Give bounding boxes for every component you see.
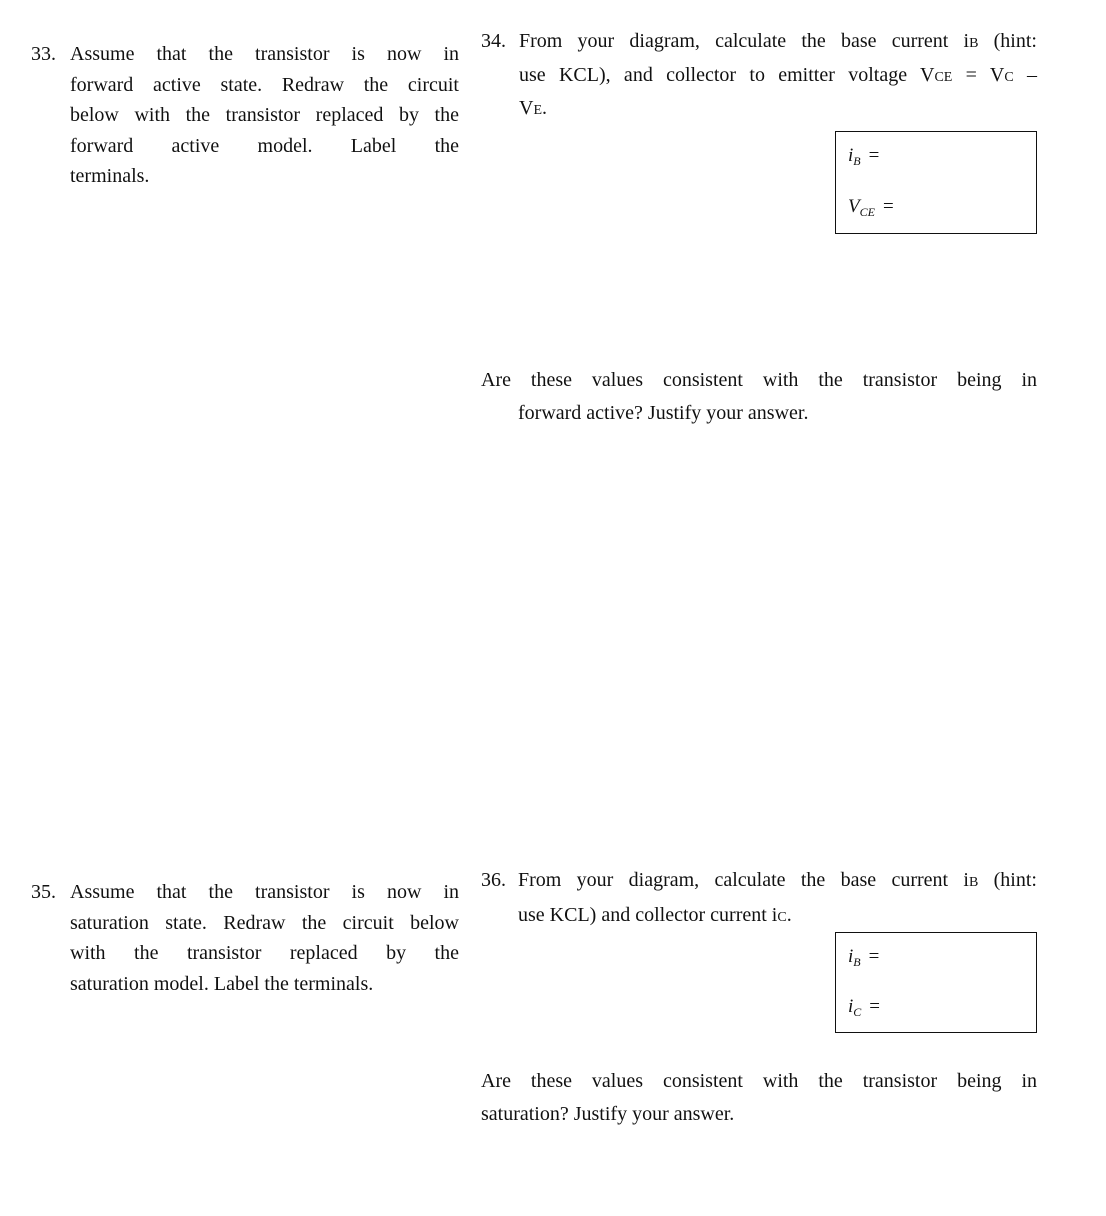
followup-36-line-1: Are these values consistent with the transistor being in [481,1070,1037,1092]
question-36-followup [481,1065,1037,1131]
question-33 [31,39,459,192]
question-36-line-2: use KCL) and collector current iC. [518,904,792,926]
question-35-line: with the transistor replaced by the [70,942,459,964]
followup-34-line-2: forward active? Justify your answer. [518,402,809,424]
question-34-line-3: VE. [519,97,548,119]
question-33-line: terminals. [70,165,150,187]
answer-box-34[interactable] [835,131,1037,234]
question-35-line: saturation state. Redraw the circuit below [70,911,459,934]
question-36-text [518,864,1037,934]
question-35 [31,877,459,999]
question-35-line: Assume that the transistor is now in [70,881,459,903]
question-36-number: 36. [481,869,506,891]
question-33-line: forward active state. Redraw the circuit [70,73,459,96]
question-34 [481,26,1037,127]
question-35-text [70,877,459,999]
question-34-number: 34. [481,30,506,52]
answer-box-36[interactable] [835,932,1037,1033]
question-34-line-1: From your diagram, calculate the base current iB (hint: [519,30,1037,52]
followup-36-line-2: saturation? Justify your answer. [481,1103,735,1125]
question-33-line: Assume that the transistor is now in [70,43,459,65]
answer-ib-36[interactable]: $i_B$ = [848,946,880,969]
question-33-line: below with the transistor replaced by the [70,104,459,126]
followup-34-line-1: Are these values consistent with the transistor being in [481,369,1037,391]
question-35-line: saturation model. Label the terminals. [70,972,374,995]
answer-ic-36[interactable]: $i_C$ = [848,996,881,1019]
question-36-line-1: From your diagram, calculate the base current iB (hint: [518,869,1037,891]
answer-vce-34[interactable]: $V_{CE}$ = [848,196,894,219]
question-36 [481,864,1037,934]
question-33-number: 33. [31,43,56,65]
answer-ib-34[interactable]: $i_B$ = [848,145,880,168]
question-34-text [519,26,1037,127]
question-34-line-2: use KCL), and collector to emitter voltage VCE = VC – [519,63,1037,86]
question-33-text [70,39,459,192]
question-34-followup [481,364,1037,430]
question-33-line: forward active model. Label the [70,134,459,157]
question-35-number: 35. [31,881,56,903]
